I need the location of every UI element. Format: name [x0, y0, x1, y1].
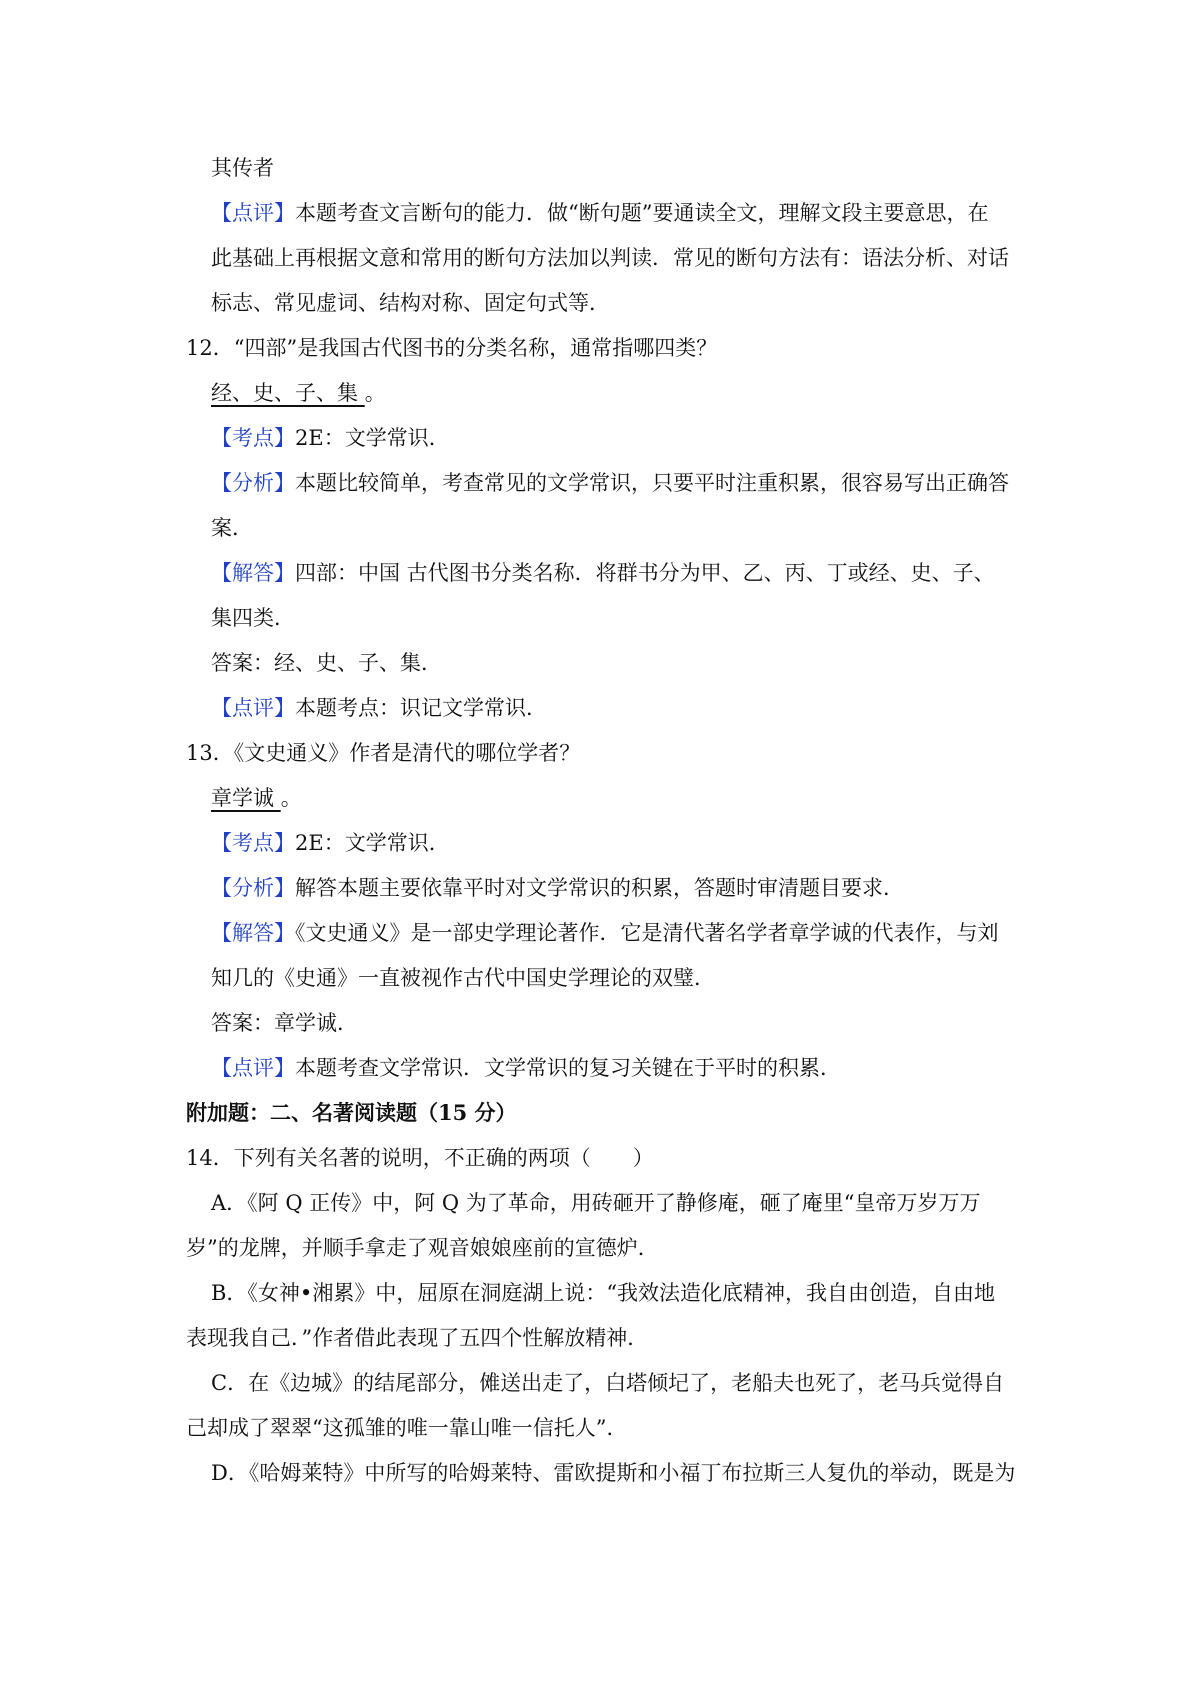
- kaodian-line: [211, 423, 450, 453]
- jieda-tag: 【解答】: [211, 561, 295, 585]
- kaodian-tag: 【考点】: [211, 426, 295, 450]
- fenxi-line: [211, 873, 904, 903]
- text-span: 本题考查文学常识．文学常识的复习关键在于平时的积累．: [295, 1056, 841, 1080]
- jieda-tag: 【解答】: [211, 921, 295, 945]
- option-b: [211, 1278, 995, 1308]
- text-line: [186, 1323, 648, 1353]
- text-span: 本题考查文言断句的能力．做“断句题”要通读全文，理解文段主要意思，在: [295, 201, 989, 225]
- question-text: 13．《文史通义》作者是清代的哪位学者？: [186, 741, 581, 765]
- text-span: 2E：文学常识．: [295, 831, 450, 855]
- option-text: D．《哈姆莱特》中所写的哈姆莱特、雷欧提斯和小福丁布拉斯三人复仇的举动，既是为: [211, 1461, 1016, 1485]
- question-text: 14．下列有关名著的说明，不正确的两项（ ）: [186, 1146, 654, 1170]
- text-span: 2E：文学常识．: [295, 426, 450, 450]
- fenxi-line: [211, 468, 1009, 498]
- text-line: [211, 153, 274, 183]
- dianping-tag: 【点评】: [211, 1056, 295, 1080]
- answer-line: [211, 783, 302, 813]
- text-span: 答案：经、史、子、集．: [211, 651, 442, 675]
- text-span: 四部：中国 古代图书分类名称．将群书分为甲、乙、丙、丁或经、史、子、: [295, 561, 995, 585]
- text-span: 本题比较简单，考查常见的文学常识，只要平时注重积累，很容易写出正确答: [295, 471, 1009, 495]
- text-span: 。: [364, 381, 386, 405]
- option-text: A．《阿 Q 正传》中，阿 Q 为了革命，用砖砸开了静修庵，砸了庵里“皇帝万岁万万: [211, 1191, 981, 1215]
- daan-line: [211, 1008, 358, 1038]
- text-span: 本题考点：识记文学常识．: [295, 696, 547, 720]
- text-line: [211, 243, 1009, 273]
- jieda-line: [211, 918, 999, 948]
- question-14: [186, 1143, 654, 1173]
- fenxi-tag: 【分析】: [211, 471, 295, 495]
- option-text: 己却成了翠翠“这孤雏的唯一靠山唯一信托人”．: [186, 1416, 628, 1440]
- question-13: [186, 738, 580, 768]
- comment-line: [211, 198, 988, 228]
- section-title: [186, 1098, 517, 1128]
- question-text: 12．“四部”是我国古代图书的分类名称，通常指哪四类？: [186, 336, 718, 360]
- comment-line: [211, 1053, 841, 1083]
- option-text: 表现我自己．”作者借此表现了五四个性解放精神．: [186, 1326, 649, 1350]
- option-text: B．《女神•湘累》中，屈原在洞庭湖上说：“我效法造化底精神，我自由创造，自由地: [211, 1281, 996, 1305]
- dianping-tag: 【点评】: [211, 201, 295, 225]
- text-span: 知几的《史通》一直被视作古代中国史学理论的双璧．: [211, 966, 715, 990]
- text-span: 其传者: [211, 156, 274, 180]
- text-line: [211, 963, 715, 993]
- text-span: 《文史通义》是一部史学理论著作．它是清代著名学者章学诚的代表作，与刘: [295, 921, 999, 945]
- text-line: [211, 513, 253, 543]
- text-span: 集四类．: [211, 606, 295, 630]
- text-line: [186, 1413, 627, 1443]
- jieda-line: [211, 558, 995, 588]
- text-span: 。: [280, 786, 302, 810]
- text-line: [186, 1233, 659, 1263]
- dianping-tag: 【点评】: [211, 696, 295, 720]
- kaodian-line: [211, 828, 450, 858]
- comment-line: [211, 693, 547, 723]
- question-12: [186, 333, 717, 363]
- text-line: [211, 603, 295, 633]
- answer-blank: 章学诚: [211, 786, 281, 810]
- daan-line: [211, 648, 442, 678]
- text-span: 标志、常见虚词、结构对称、固定句式等．: [211, 291, 610, 315]
- text-span: 解答本题主要依靠平时对文学常识的积累，答题时审清题目要求．: [295, 876, 904, 900]
- text-line: [211, 288, 610, 318]
- option-a: [211, 1188, 981, 1218]
- option-d: [211, 1458, 1015, 1488]
- option-c: [211, 1368, 1004, 1398]
- kaodian-tag: 【考点】: [211, 831, 295, 855]
- text-span: 答案：章学诚．: [211, 1011, 358, 1035]
- text-span: 此基础上再根据文意和常用的断句方法加以判读．常见的断句方法有：语法分析、对话: [211, 246, 1009, 270]
- text-span: 案．: [211, 516, 253, 540]
- section-title-text: 附加题：二、名著阅读题（15 分）: [186, 1100, 517, 1125]
- option-text: C．在《边城》的结尾部分，傩送出走了，白塔倾圮了，老船夫也死了，老马兵觉得自: [211, 1371, 1005, 1395]
- option-text: 岁”的龙牌，并顺手拿走了观音娘娘座前的宣德炉．: [186, 1236, 659, 1260]
- fenxi-tag: 【分析】: [211, 876, 295, 900]
- answer-line: [211, 378, 386, 408]
- answer-blank: 经、史、子、集: [211, 381, 365, 405]
